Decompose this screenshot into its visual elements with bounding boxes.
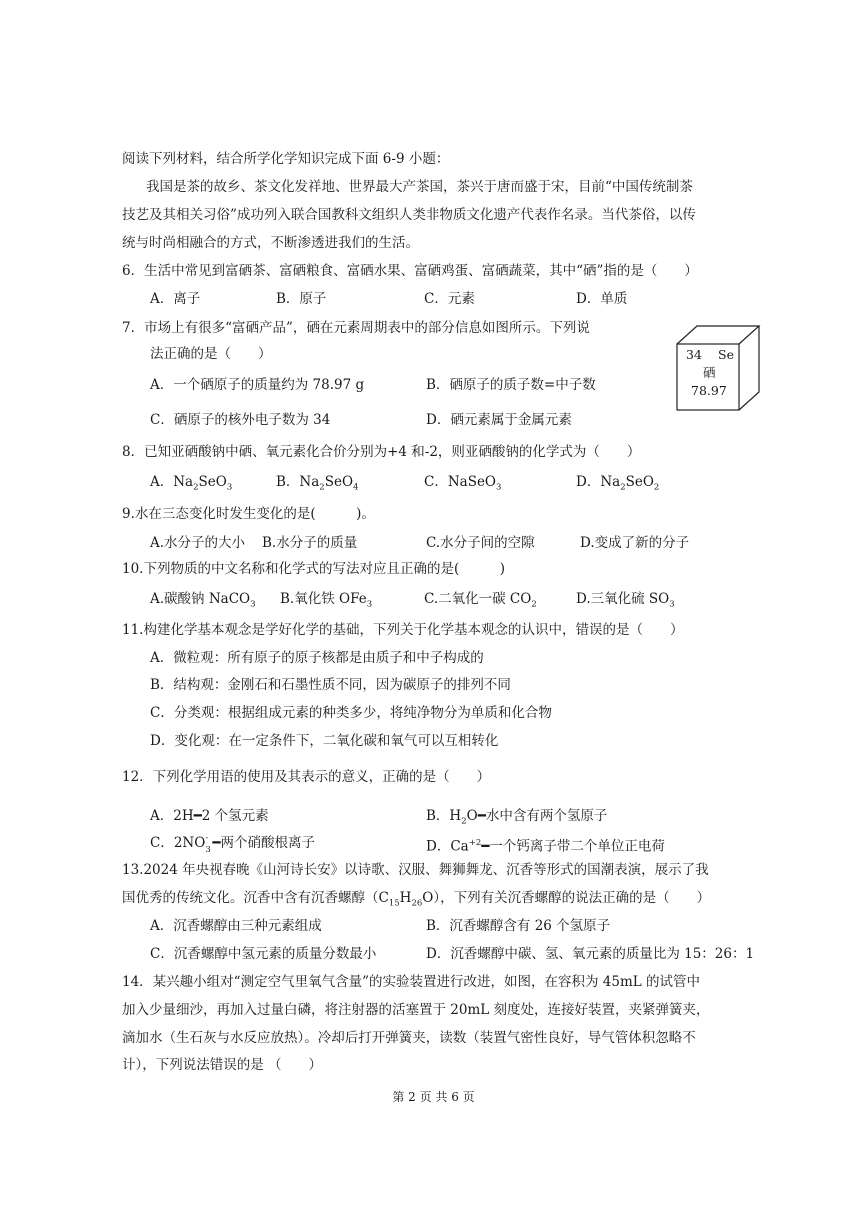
element-symbol: Se bbox=[718, 347, 734, 362]
question-12-option-b: B．$H_2O━$水中含有两个氢原子 bbox=[426, 808, 608, 827]
question-12-stem: 12．下列化学用语的使用及其表示的意义，正确的是（ ） bbox=[122, 769, 491, 785]
question-7-stem-line-1: 7．市场上有很多“富硒产品”，硒在元素周期表中的部分信息如图所示。下列说 bbox=[122, 320, 590, 336]
question-6-option-d: D．单质 bbox=[576, 291, 628, 307]
question-13-option-b: B．沉香螺醇含有 26 个氢原子 bbox=[426, 918, 611, 934]
question-9-option-d: D.变成了新的分子 bbox=[580, 535, 690, 551]
reading-instruction: 阅读下列材料，结合所学化学知识完成下面 6-9 小题： bbox=[122, 151, 450, 167]
question-8-option-c: C．NaSeO$_3$ bbox=[424, 474, 502, 493]
question-13-stem-line-1: 13.2024 年央视春晚《山河诗长安》以诗歌、汉服、舞狮舞龙、沉香等形式的国潮表演，展示了我 bbox=[122, 862, 709, 878]
question-13-stem-line-2: 国优秀的传统文化。沉香中含有沉香螺醇$(C_{15}H_{26}O)$，下列有关沉香螺醇的说法正确的是（ ） bbox=[122, 890, 711, 909]
question-11-stem: 11.构建化学基本观念是学好化学的基础，下列关于化学基本观念的认识中，错误的是（ ） bbox=[122, 622, 684, 638]
question-10-option-a: A.碳酸钠 NaCO$_3$ bbox=[150, 591, 256, 610]
question-12-option-a: A．2H━2 个氢元素 bbox=[150, 808, 269, 824]
question-10-option-b: B.氧化铁 OFe$_3$ bbox=[280, 591, 373, 610]
question-9-option-b: B.水分子的质量 bbox=[262, 535, 358, 551]
passage-line-3: 统与时尚相融合的方式，不断渗透进我们的生活。 bbox=[122, 235, 419, 251]
question-10-stem: 10.下列物质的中文名称和化学式的写法对应且正确的是( ) bbox=[122, 561, 506, 577]
question-7-option-b: B．硒原子的质子数=中子数 bbox=[426, 377, 596, 393]
question-10-option-c: C.二氧化一碳 $CO_2$ bbox=[424, 591, 537, 610]
question-7-option-a: A．一个硒原子的质量约为 78.97 g bbox=[150, 377, 365, 393]
passage-line-1: 我国是茶的故乡、茶文化发祥地、世界最大产茶国，茶兴于唐而盛于宋，目前“中国传统制茶 bbox=[146, 179, 693, 195]
page-footer: 第 2 页 共 6 页 bbox=[392, 1090, 475, 1104]
question-14-line-3: 滴加水（生石灰与水反应放热）。冷却后打开弹簧夹，读数（装置气密性良好，导气管体积忽略不 bbox=[122, 1030, 696, 1046]
question-8-option-d: D．$Na_2SeO_2$ bbox=[576, 474, 660, 493]
question-8-stem: 8．已知亚硒酸钠中硒、氧元素化合价分别为+4 和-2，则亚硒酸钠的化学式为（ ） bbox=[122, 444, 641, 460]
question-11-option-d: D．变化观：在一定条件下，二氧化碳和氧气可以互相转化 bbox=[150, 733, 499, 749]
element-card-cube-outline bbox=[672, 324, 764, 412]
question-12-option-d: D．$Ca^{+2}━$一个钙离子带二个单位正电荷 bbox=[426, 838, 665, 855]
question-6-stem: 6．生活中常见到富硒茶、富硒粮食、富硒水果、富硒鸡蛋、富硒蔬菜，其中“硒”指的是（ ） bbox=[122, 263, 698, 279]
question-9-option-a: A.水分子的大小 bbox=[150, 535, 246, 551]
question-6-option-a: A．离子 bbox=[150, 291, 201, 307]
element-atomic-number: 34 bbox=[686, 347, 702, 362]
question-6-option-c: C．元素 bbox=[424, 291, 475, 307]
question-7-stem-line-2: 法正确的是（ ） bbox=[150, 346, 272, 362]
question-11-option-b: B．结构观：金刚石和石墨性质不同，因为碳原子的排列不同 bbox=[150, 677, 511, 693]
element-atomic-mass: 78.97 bbox=[691, 383, 727, 398]
question-14-line-1: 14．某兴趣小组对“测定空气里氧气含量”的实验装置进行改进，如图，在容积为 45mL 的试管中 bbox=[122, 974, 701, 990]
question-11-option-a: A．微粒观：所有原子的原子核都是由质子和中子构成的 bbox=[150, 650, 484, 666]
question-7-option-c: C．硒原子的核外电子数为 34 bbox=[150, 412, 331, 428]
question-10-option-d: D.三氧化硫 $SO_3$ bbox=[576, 591, 675, 610]
question-9-stem: 9.水在三态变化时发生变化的是( )。 bbox=[122, 506, 375, 522]
question-8-option-b: B．$Na_2SeO_4$ bbox=[276, 474, 359, 493]
question-13-option-c: C．沉香螺醇中氢元素的质量分数最小 bbox=[150, 946, 377, 962]
question-8-option-a: A．$Na_2SeO_3$ bbox=[150, 474, 233, 493]
question-13-option-d: D．沉香螺醇中碳、氢、氧元素的质量比为 15：26：1 bbox=[426, 946, 755, 962]
question-6-option-b: B．原子 bbox=[276, 291, 327, 307]
question-11-option-c: C．分类观：根据组成元素的种类多少，将纯净物分为单质和化合物 bbox=[150, 705, 552, 721]
question-9-option-c: C.水分子间的空隙 bbox=[426, 535, 535, 551]
element-name: 硒 bbox=[703, 365, 716, 380]
question-12-option-c: C．2NO - 3 ━两个硝酸根离子 bbox=[150, 833, 315, 855]
question-14-line-2: 加入少量细沙，再加入过量白磷，将注射器的活塞置于 20mL 刻度处，连接好装置，夹紧弹簧夹， bbox=[122, 1002, 710, 1018]
selenium-element-card bbox=[672, 324, 764, 412]
question-14-line-4: 计），下列说法错误的是 （ ） bbox=[122, 1057, 323, 1073]
passage-line-2: 技艺及其相关习俗”成功列入联合国教科文组织人类非物质文化遗产代表作名录。当代茶俗，以传 bbox=[122, 207, 696, 223]
question-7-option-d: D．硒元素属于金属元素 bbox=[426, 412, 572, 428]
question-13-option-a: A．沉香螺醇由三种元素组成 bbox=[150, 918, 322, 934]
